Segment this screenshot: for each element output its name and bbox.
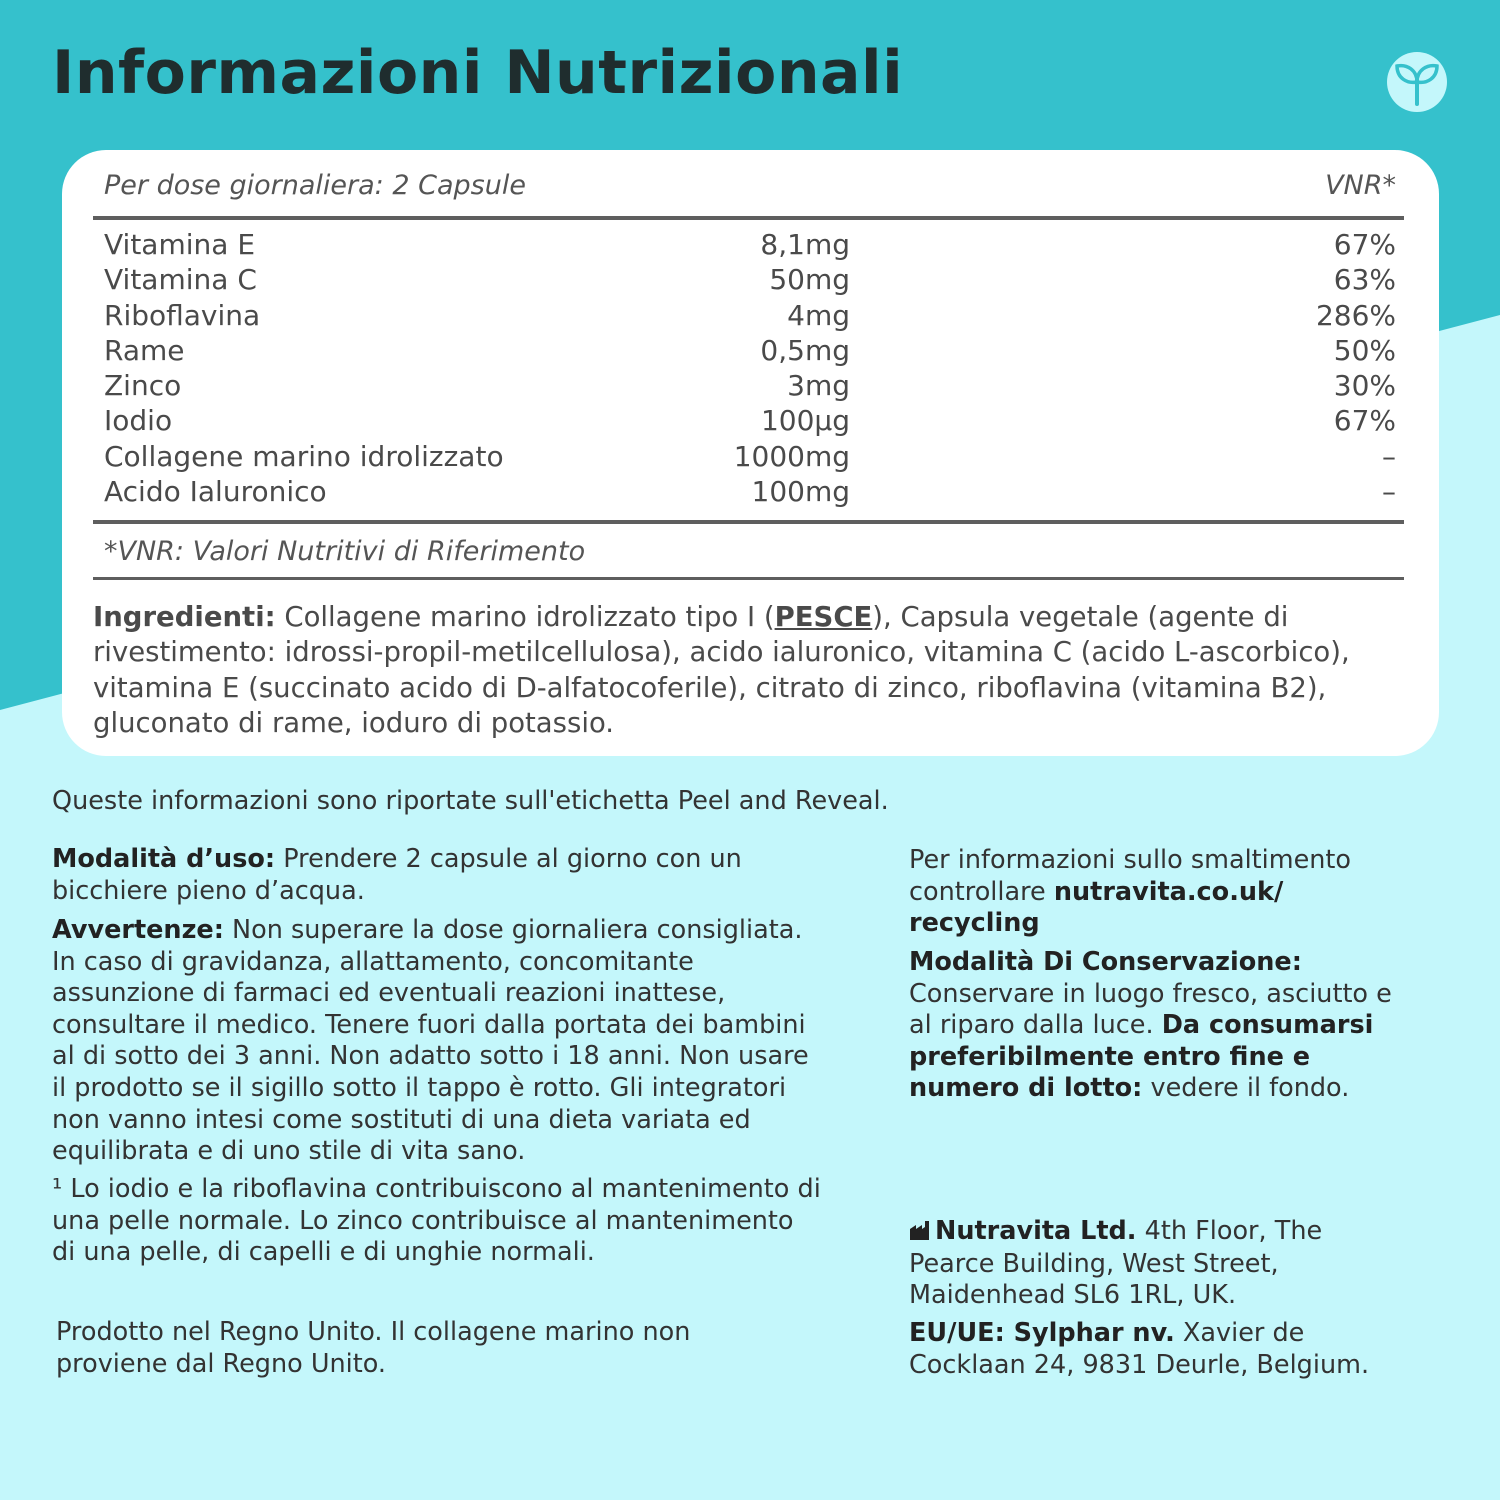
recycling-text: Per informazioni sullo smaltimento controllare (909, 845, 1352, 907)
warnings-label: Avvertenze: (52, 915, 224, 945)
table-row (104, 369, 1396, 404)
nutrient-vnr: 286% (1315, 298, 1396, 332)
usage-label: Modalità d’uso: (52, 844, 276, 874)
bestbefore-text: vedere il fondo. (1142, 1073, 1350, 1104)
serving-label: Per dose giornaliera: 2 Capsule (104, 170, 526, 201)
nutrient-vnr: 67% (1333, 228, 1396, 261)
ingredients-before: Collagene marino idrolizzato tipo I ( (275, 601, 775, 633)
warnings-text: Non superare la dose giornaliera consigliata. In caso di gravidanza, allattamento, concomitante assunzione di farmaci ed eventuali reazioni inattese, consultare il medico. Tenere fuori dalla portata dei bambini al di sotto dei 3 anni. Non adatto sotto i 18 anni. Non usare il prodotto se il sigillo sotto il tappo è rotto. Gli integratori non vanno intesi come sostituti di una dieta variata ed equilibrata e di uno stile di vita sano. (52, 915, 809, 1167)
nutrient-amount: 1000mg (733, 439, 850, 473)
bestbefore-label: Da consumarsi preferibilmente entro fine e numero di lotto: (909, 1010, 1374, 1104)
eu-label: EU/UE: Sylphar nv. (909, 1318, 1175, 1348)
nutrient-name: Iodio (104, 404, 173, 438)
table-row (104, 404, 1396, 439)
page-title: Informazioni Nutrizionali (52, 38, 904, 108)
nutrient-name: Collagene marino idrolizzato (104, 439, 504, 473)
warnings-block (52, 915, 812, 1168)
recycling-link[interactable]: nutravita.co.uk/ recycling (909, 876, 1284, 939)
factory-icon (909, 1217, 931, 1249)
nutrient-amount: 8,1mg (760, 228, 850, 261)
nutrient-vnr: – (1382, 439, 1396, 473)
nutrient-name: Acido Ialuronico (104, 475, 327, 509)
storage-block (909, 947, 1399, 1105)
nutrition-card (62, 150, 1439, 756)
manufacturer-name: Nutravita Ltd. (935, 1216, 1137, 1246)
sprout-leaf-icon (1387, 52, 1447, 112)
eu-address: Xavier de Cocklaan 24, 9831 Deurle, Belgium. (909, 1318, 1370, 1380)
table-bottom-divider (93, 520, 1404, 524)
footnote-divider (93, 577, 1404, 580)
nutrient-amount: 50mg (769, 263, 850, 297)
ingredients-after: ), Capsula vegetale (agente di rivestimento: idrossi-propil-metilcellulosa), acido ialuronico, vitamina C (acido L-ascorbico), vitamina E (succinato acido di D-alfatocoferile), citrato di zinco, riboflavina (vitamina B2), gluconato di rame, ioduro di potassio. (93, 601, 1350, 739)
table-row (104, 228, 1396, 263)
nutrient-name: Zinco (104, 369, 182, 403)
nutrient-amount: 100µg (760, 404, 850, 438)
nutrient-name: Riboflavina (104, 298, 261, 332)
eu-representative-block (909, 1318, 1379, 1381)
ingredients-label: Ingredienti: (93, 601, 276, 633)
manufacturer-block (909, 1216, 1379, 1312)
table-row (104, 334, 1396, 369)
header-divider (93, 216, 1404, 220)
nutrient-name: Vitamina E (104, 228, 256, 261)
nutrient-name: Vitamina C (104, 263, 257, 297)
table-row (104, 440, 1396, 475)
peel-reveal-note: Queste informazioni sono riportate sull'etichetta Peel and Reveal. (52, 786, 889, 816)
health-claim: ¹ Lo iodio e la riboflavina contribuiscono al mantenimento di una pelle normale. Lo zinco contribuisce al mantenimento di una pelle, di capelli e di unghie normali. (52, 1174, 821, 1268)
storage-label: Modalità Di Conservazione: (909, 947, 1302, 977)
nutrient-amount: 0,5mg (760, 333, 850, 367)
nutrient-amount: 100mg (751, 475, 850, 509)
vnr-header: VNR* (1325, 170, 1396, 201)
recycling-block (909, 845, 1399, 940)
table-row (104, 475, 1396, 510)
nutrient-name: Rame (104, 333, 185, 367)
nutrient-vnr: 67% (1333, 404, 1396, 438)
nutrient-vnr: – (1382, 475, 1396, 509)
vnr-footnote: *VNR: Valori Nutritivi di Riferimento (104, 536, 586, 567)
nutrient-amount: 3mg (787, 369, 850, 403)
nutrient-vnr: 30% (1333, 369, 1396, 403)
usage-text: Prendere 2 capsule al giorno con un bicchiere pieno d’acqua. (52, 844, 742, 906)
ingredients-text (93, 600, 1413, 741)
storage-text: Conservare in luogo fresco, asciutto e al riparo dalla luce. (909, 978, 1392, 1041)
origin-note: Prodotto nel Regno Unito. Il collagene marino non proviene dal Regno Unito. (56, 1317, 691, 1379)
table-header (104, 170, 1396, 210)
nutrient-amount: 4mg (787, 298, 850, 332)
nutrient-rows (104, 228, 1396, 510)
manufacturer-address: 4th Floor, The Pearce Building, West Street, Maidenhead SL6 1RL, UK. (909, 1216, 1323, 1311)
usage-block (52, 844, 812, 907)
nutrient-vnr: 63% (1333, 263, 1396, 297)
allergen-highlight: PESCE (774, 601, 873, 633)
table-row (104, 263, 1396, 298)
nutrient-vnr: 50% (1333, 333, 1396, 367)
table-row (104, 299, 1396, 334)
